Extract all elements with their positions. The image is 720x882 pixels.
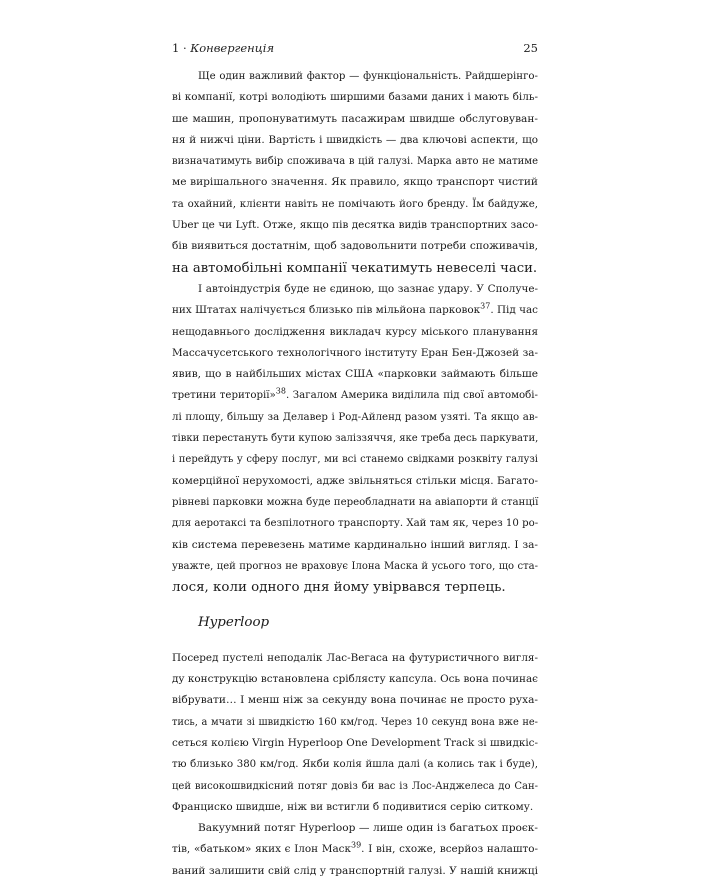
text-line xyxy=(172,215,538,236)
text-line xyxy=(172,322,538,343)
text-line xyxy=(172,151,538,172)
paragraph-gap xyxy=(172,634,538,648)
line-text: тів, «батьком» яких є Ілон Маск xyxy=(172,843,351,856)
text-line xyxy=(172,818,538,839)
text-line xyxy=(172,66,538,87)
chapter-label xyxy=(172,40,274,56)
text-line xyxy=(172,364,538,385)
line-text: лі площу, більшу за Делавер і Род-Айленд разом узяті. Та якщо ав- xyxy=(172,411,538,423)
text-line xyxy=(172,449,538,470)
line-text: Hyperloop xyxy=(198,615,270,631)
line-text: тю близько 380 км/год. Якби колія йшла далі (а колись так і буде), xyxy=(172,759,538,771)
text-line xyxy=(172,797,538,818)
text-line xyxy=(172,690,538,711)
line-text: Массачусетського технологічного інституту Еран Бен-Джозей за- xyxy=(172,346,538,359)
text-line xyxy=(172,300,538,321)
line-text: цей високошвидкісний потяг довіз би вас із Лос-Анджелеса до Сан- xyxy=(172,780,538,792)
line-text: них Штатах налічується близько пів мільйона парковок xyxy=(172,304,481,317)
text-line xyxy=(172,669,538,690)
line-text: бів виявиться достатнім, щоб задовольнити потреби споживачів, xyxy=(172,240,538,253)
line-text: Франциско швидше, ніж ви встигли б подивитися серію ситкому. xyxy=(172,800,534,813)
body-text xyxy=(172,66,538,882)
text-line xyxy=(172,407,538,428)
text-line xyxy=(172,577,538,598)
footnote-ref: 38 xyxy=(275,387,286,397)
line-text-after: . І він, схоже, всерйоз налашто- xyxy=(361,843,538,856)
line-text: Ще один важливий фактор — функціональність. Райдшерінго- xyxy=(198,71,538,82)
text-line xyxy=(172,428,538,449)
text-line xyxy=(172,279,538,300)
line-text: Uber це чи Lyft. Отже, якщо пів десятка видів транспортних засо- xyxy=(172,219,538,232)
text-line xyxy=(172,236,538,257)
text-line xyxy=(172,648,538,669)
line-text: сеться колією Virgin Hyperloop One Development Track зі швидкіс- xyxy=(172,736,538,749)
line-text: тівки перестануть бути купою заліззяччя, яке треба десь паркувати, xyxy=(172,433,539,445)
line-text-after: . Загалом Америка виділила під свої автомобі- xyxy=(285,390,538,402)
paragraph-gap xyxy=(172,598,538,612)
chapter-separator: · xyxy=(182,41,187,55)
footnote-ref: 39 xyxy=(350,840,362,850)
line-text: третини території» xyxy=(172,390,276,402)
text-line xyxy=(172,385,538,406)
text-line xyxy=(172,109,538,130)
text-line xyxy=(172,87,538,108)
line-text: ві компанії, котрі володіють ширшими базами даних і мають біль- xyxy=(172,91,538,104)
chapter-number: 1 xyxy=(172,41,180,55)
line-text: тись, а мчати зі швидкістю 160 км/год. Через 10 секунд вона вже не- xyxy=(172,716,538,728)
line-text: лося, коли одного дня йому увірвався терпець. xyxy=(172,580,506,596)
text-line xyxy=(172,839,538,860)
text-line xyxy=(172,194,538,215)
section-heading xyxy=(172,612,538,633)
line-text: та охайний, клієнти навіть не помічають його бренду. Їм байдуже, xyxy=(172,198,538,210)
line-text: І автоіндустрія буде не єдиною, що зазнає удару. У Сполуче- xyxy=(198,282,538,295)
line-text: ду конструкцію встановлена сріблясту капсула. Ось вона починає xyxy=(172,673,538,686)
line-text: Посеред пустелі неподалік Лас-Вегаса на футуристичного вигля- xyxy=(172,651,538,664)
line-text: ків система перевезень матиме кардинально інший вигляд. І за- xyxy=(172,538,538,551)
line-text: на автомобільні компанії чекатимуть невеселі часи. xyxy=(172,260,538,276)
line-text: для аеротаксі та безпілотного транспорту. Хай там як, через 10 ро- xyxy=(172,518,539,530)
text-line xyxy=(172,172,538,193)
line-text: ме вирішального значення. Як правило, якщо транспорт чистий xyxy=(172,176,538,189)
text-line xyxy=(172,733,538,754)
text-line xyxy=(172,492,538,513)
line-text: рівневі парковки можна буде переобладнати на авіапорти й станції xyxy=(172,496,539,508)
text-line xyxy=(172,258,538,279)
line-text: ше машин, пропонуватимуть пасажирам швидше обслуговуван- xyxy=(172,112,538,125)
line-text-after: . Під час xyxy=(490,304,538,317)
line-text: нещодавнього дослідження викладач курсу міського планування xyxy=(172,325,538,338)
text-line xyxy=(172,556,538,577)
line-text: уважте, цей прогноз не враховує Ілона Маска й усього того, що ста- xyxy=(172,560,538,572)
text-line xyxy=(172,343,538,364)
line-text: вібрувати… І менш ніж за секунду вона починає не просто руха- xyxy=(172,694,538,707)
text-line xyxy=(172,130,538,151)
line-text: ня й нижчі ціни. Вартість і швидкість — два ключові аспекти, що xyxy=(172,133,538,146)
line-text: і перейдуть у сферу послуг, ми всі станемо свідками розквіту галузі xyxy=(172,454,538,466)
line-text: явив, що в найбільших містах США «парковки займають більше xyxy=(172,368,538,381)
page-number: 25 xyxy=(523,41,538,55)
text-line xyxy=(172,861,538,882)
line-text: Вакуумний потяг Hyperloop — лише один із багатьох проєк- xyxy=(198,822,538,835)
text-line xyxy=(172,776,538,797)
line-text: комерційної нерухомості, адже звільняться стільки місця. Багато- xyxy=(172,474,538,487)
text-line xyxy=(172,754,538,775)
chapter-title: Конвергенція xyxy=(190,41,275,55)
line-text: визначатимуть вибір споживача в цій галузі. Марка авто не матиме xyxy=(172,156,538,168)
text-line xyxy=(172,513,538,534)
line-text: ваний залишити свій слід у транспортній галузі. У нашій книжці xyxy=(172,864,538,877)
text-line xyxy=(172,471,538,492)
footnote-ref: 37 xyxy=(480,301,491,311)
text-line xyxy=(172,535,538,556)
text-line xyxy=(172,712,538,733)
